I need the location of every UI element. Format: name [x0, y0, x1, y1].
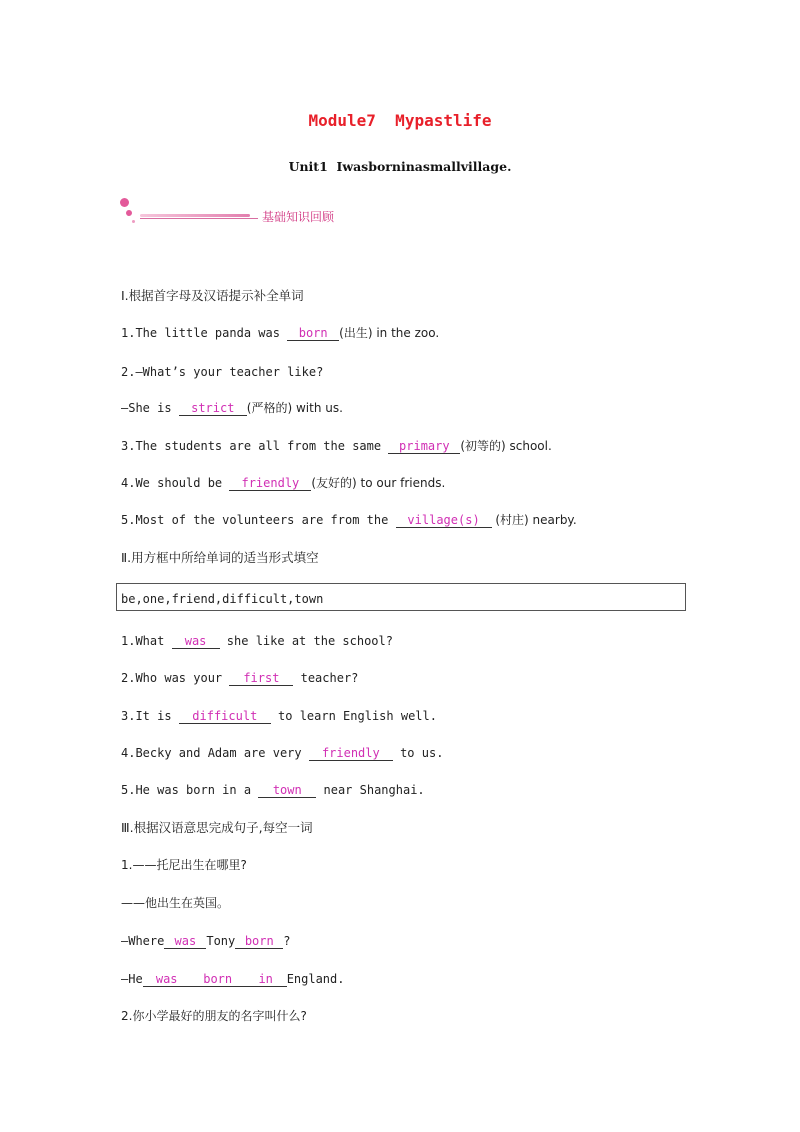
answer-blank: was — [164, 934, 206, 949]
unit-subtitle: Unit1 Iwasborninasmallvillage. — [288, 159, 512, 174]
item-text: Tony — [206, 934, 236, 948]
item-text: 1.The little panda was — [121, 326, 288, 340]
item-text: to learn English well. — [270, 709, 437, 723]
item-text: teacher? — [293, 671, 359, 685]
s2-item-3 — [121, 708, 437, 724]
s1-item-2 — [121, 364, 323, 380]
answer-blank: friendly — [229, 476, 311, 491]
item-text: —Where — [121, 934, 165, 948]
item-text: (初等的) school. — [460, 439, 552, 453]
answer-blank: was — [143, 972, 191, 987]
item-text: —He — [121, 972, 143, 986]
item-text: 1.What — [121, 634, 172, 648]
answer-blank: born — [287, 326, 339, 341]
banner-dot-icon — [120, 198, 129, 207]
section1-heading: Ⅰ.根据首字母及汉语提示补全单词 — [121, 288, 304, 303]
s2-item-1 — [121, 633, 393, 649]
banner-line — [140, 218, 258, 219]
item-text: 2.—What’s your teacher like? — [121, 365, 324, 379]
s1-item-1 — [121, 325, 439, 341]
answer-blank: friendly — [309, 746, 393, 761]
banner-dot-icon — [132, 220, 135, 223]
s3-q1-en-b — [121, 971, 344, 987]
item-text: 2.Who was your — [121, 671, 230, 685]
s1-item-3 — [121, 438, 552, 454]
s2-item-4 — [121, 745, 443, 761]
item-text: 5.Most of the volunteers are from the — [121, 513, 396, 527]
answer-blank: town — [258, 783, 316, 798]
item-text: (出生) in the zoo. — [339, 326, 440, 340]
item-text: she like at the school? — [219, 634, 393, 648]
item-text: to us. — [392, 746, 444, 760]
banner-dot-icon — [126, 210, 132, 216]
banner-label: 基础知识回顾 — [262, 210, 335, 224]
item-text: 4.We should be — [121, 476, 230, 490]
answer-blank: strict — [179, 401, 247, 416]
word-box — [116, 583, 686, 611]
section2-heading: Ⅱ.用方框中所给单词的适当形式填空 — [121, 550, 319, 565]
s3-q2-cn: 2.你小学最好的朋友的名字叫什么? — [121, 1009, 307, 1023]
s2-item-2 — [121, 670, 358, 686]
item-text: (严格的) with us. — [246, 401, 343, 415]
item-text: 3.The students are all from the same — [121, 439, 389, 453]
s3-q1-cn-b: ——他出生在英国。 — [121, 896, 230, 910]
answer-blank: born — [191, 972, 245, 987]
answer-blank: in — [245, 972, 287, 987]
section3-heading: Ⅲ.根据汉语意思完成句子,每空一词 — [121, 820, 313, 835]
page-title: Module7 Mypastlife — [308, 111, 492, 130]
item-text: 5.He was born in a — [121, 783, 259, 797]
item-text: near Shanghai. — [316, 783, 425, 797]
answer-blank: was — [172, 634, 220, 649]
s1-item-4 — [121, 475, 445, 491]
word-list: be,one,friend,difficult,town — [121, 592, 324, 606]
answer-blank: difficult — [179, 709, 271, 724]
s1-item-2-response — [121, 400, 343, 416]
s3-q1-en-a — [121, 933, 291, 949]
answer-blank: born — [235, 934, 283, 949]
banner-bar — [140, 214, 250, 217]
item-text: (村庄) nearby. — [491, 513, 577, 527]
item-text: 4.Becky and Adam are very — [121, 746, 309, 760]
s2-item-5 — [121, 782, 425, 798]
item-text: —She is — [121, 401, 179, 415]
item-text: ? — [283, 934, 291, 948]
answer-blank: first — [229, 671, 293, 686]
s1-item-5 — [121, 512, 577, 528]
answer-blank: village(s) — [396, 513, 492, 528]
section-banner — [116, 196, 356, 228]
answer-blank: primary — [388, 439, 460, 454]
s3-q1-cn-a: 1.——托尼出生在哪里? — [121, 858, 247, 872]
item-text: (友好的) to our friends. — [311, 476, 446, 490]
item-text: England. — [286, 972, 345, 986]
item-text: 3.It is — [121, 709, 179, 723]
